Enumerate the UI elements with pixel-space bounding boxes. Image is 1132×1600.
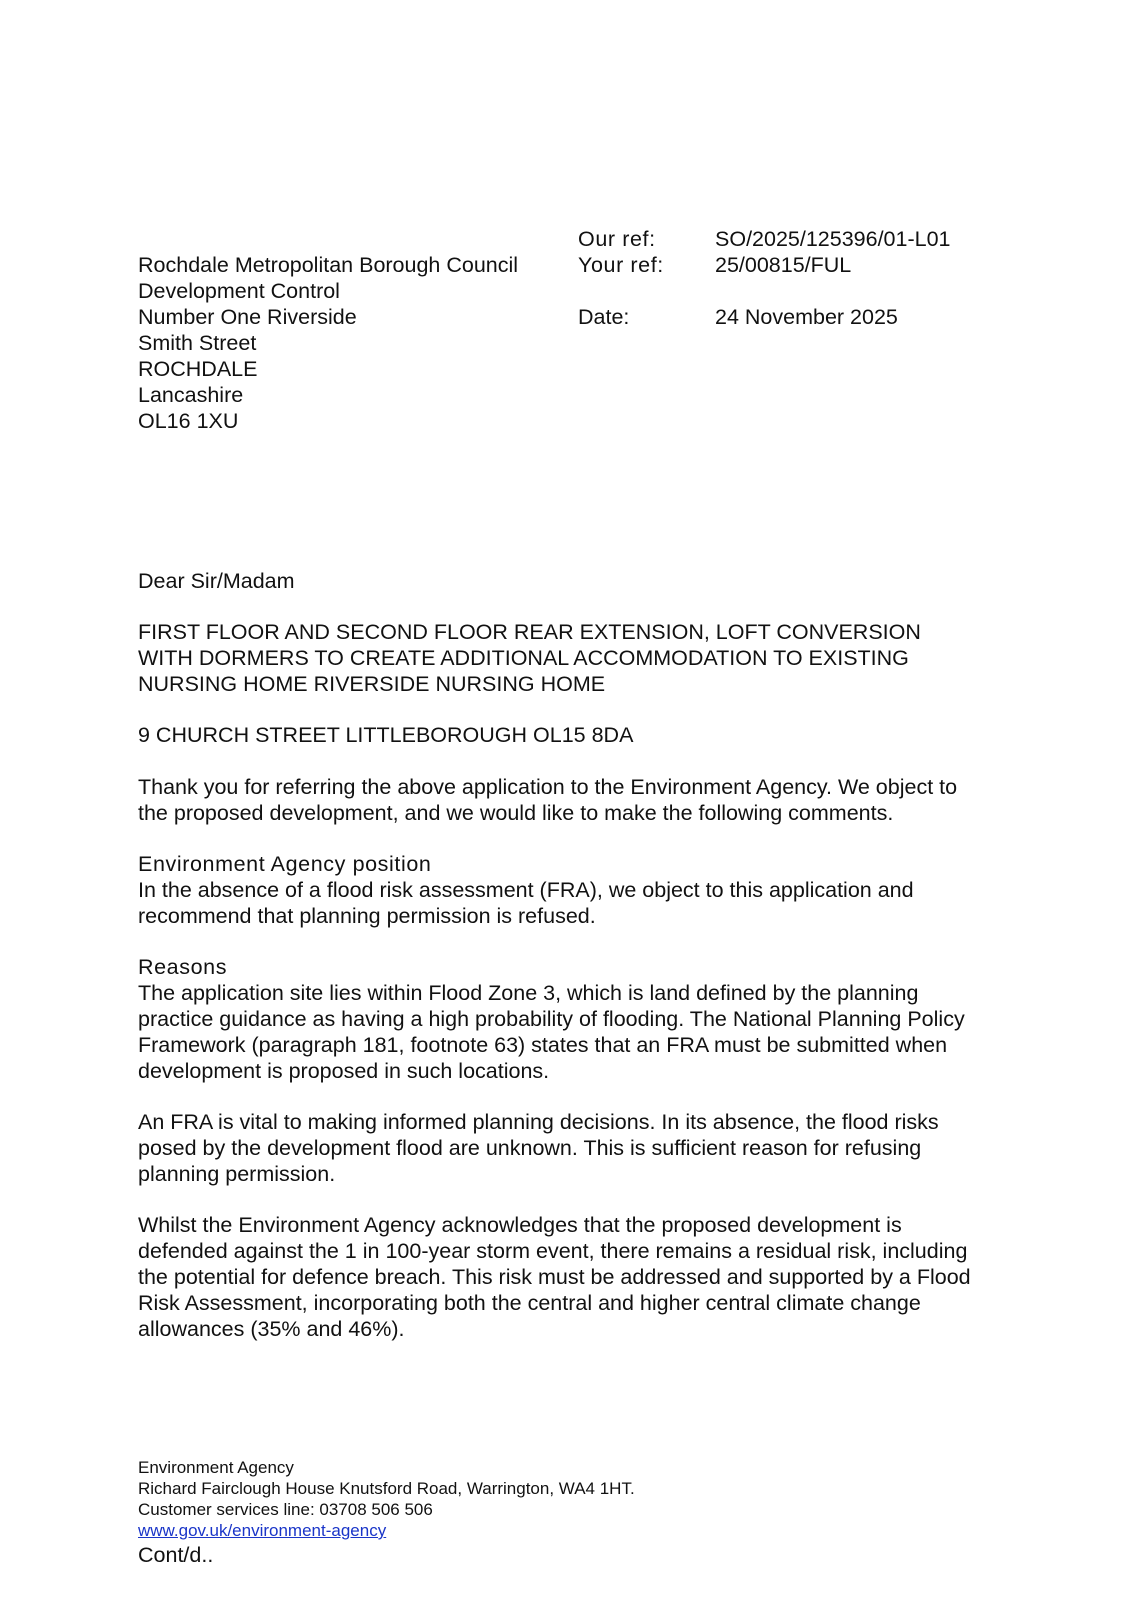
reasons-p1-line: The application site lies within Flood Zone 3, which is land defined by the planning (138, 981, 919, 1005)
reasons-p3-line: the potential for defence breach. This risk must be addressed and supported by a Flood (138, 1265, 971, 1289)
intro-line: Thank you for referring the above application to the Environment Agency. We object to (138, 775, 958, 799)
recipient-line: Rochdale Metropolitan Borough Council (138, 253, 519, 277)
reasons-p1-line: Framework (paragraph 181, footnote 63) states that an FRA must be submitted when (138, 1033, 948, 1057)
intro-paragraph (138, 774, 1038, 826)
your-ref-label: Your ref: (578, 253, 664, 277)
intro-line: the proposed development, and we would like to make the following comments. (138, 801, 894, 825)
salutation: Dear Sir/Madam (138, 569, 295, 593)
your-ref-row (578, 252, 951, 278)
ref-spacer (578, 278, 951, 304)
position-line: In the absence of a flood risk assessment (FRA), we object to this application and (138, 878, 914, 902)
reasons-heading: Reasons (138, 955, 228, 979)
reasons-paragraph-3 (138, 1212, 1038, 1342)
reasons-p2-line: posed by the development flood are unknown. This is sufficient reason for refusing (138, 1136, 922, 1160)
recipient-line: Number One Riverside (138, 305, 357, 329)
subject-block (138, 619, 1038, 697)
footer-org: Environment Agency (138, 1458, 294, 1477)
reasons-p2-line: An FRA is vital to making informed planning decisions. In its absence, the flood risks (138, 1110, 939, 1134)
site-address: 9 CHURCH STREET LITTLEBOROUGH OL15 8DA (138, 723, 634, 747)
reasons-p1-line: development is proposed in such locations. (138, 1059, 550, 1083)
position-section (138, 851, 1038, 929)
site-address-block (138, 722, 1038, 748)
reasons-p3-line: defended against the 1 in 100-year storm event, there remains a residual risk, including (138, 1239, 968, 1263)
subject-line: NURSING HOME RIVERSIDE NURSING HOME (138, 672, 606, 696)
date-row (578, 304, 951, 330)
footer-website-link[interactable]: www.gov.uk/environment-agency (138, 1521, 387, 1540)
reasons-p1-line: practice guidance as having a high probability of flooding. The National Planning Policy (138, 1007, 965, 1031)
reasons-section (138, 954, 1038, 1084)
position-heading: Environment Agency position (138, 852, 432, 876)
recipient-line: OL16 1XU (138, 409, 239, 433)
reasons-p3-line: Whilst the Environment Agency acknowledges that the proposed development is (138, 1213, 902, 1237)
continued-marker: Cont/d.. (138, 1543, 214, 1567)
reasons-p3-line: allowances (35% and 46%). (138, 1317, 405, 1341)
footer-address: Richard Fairclough House Knutsford Road, Warrington, WA4 1HT. (138, 1479, 635, 1498)
footer-phone: Customer services line: 03708 506 506 (138, 1500, 433, 1519)
recipient-address (138, 252, 518, 434)
salutation-block (138, 568, 1038, 594)
footer (138, 1457, 635, 1541)
subject-line: WITH DORMERS TO CREATE ADDITIONAL ACCOMMODATION TO EXISTING (138, 646, 909, 670)
recipient-line: Smith Street (138, 331, 257, 355)
date-label: Date: (578, 305, 630, 329)
reference-block (578, 226, 951, 330)
date-value: 24 November 2025 (715, 305, 898, 329)
your-ref-value: 25/00815/FUL (715, 253, 852, 277)
our-ref-value: SO/2025/125396/01-L01 (715, 227, 951, 251)
recipient-line: Development Control (138, 279, 340, 303)
reasons-p2-line: planning permission. (138, 1162, 336, 1186)
recipient-line: Lancashire (138, 383, 244, 407)
reasons-p3-line: Risk Assessment, incorporating both the central and higher central climate change (138, 1291, 921, 1315)
position-line: recommend that planning permission is refused. (138, 904, 596, 928)
reasons-paragraph-2 (138, 1109, 1038, 1187)
recipient-line: ROCHDALE (138, 357, 258, 381)
subject-line: FIRST FLOOR AND SECOND FLOOR REAR EXTENSION, LOFT CONVERSION (138, 620, 921, 644)
our-ref-row (578, 226, 951, 252)
our-ref-label: Our ref: (578, 227, 656, 251)
